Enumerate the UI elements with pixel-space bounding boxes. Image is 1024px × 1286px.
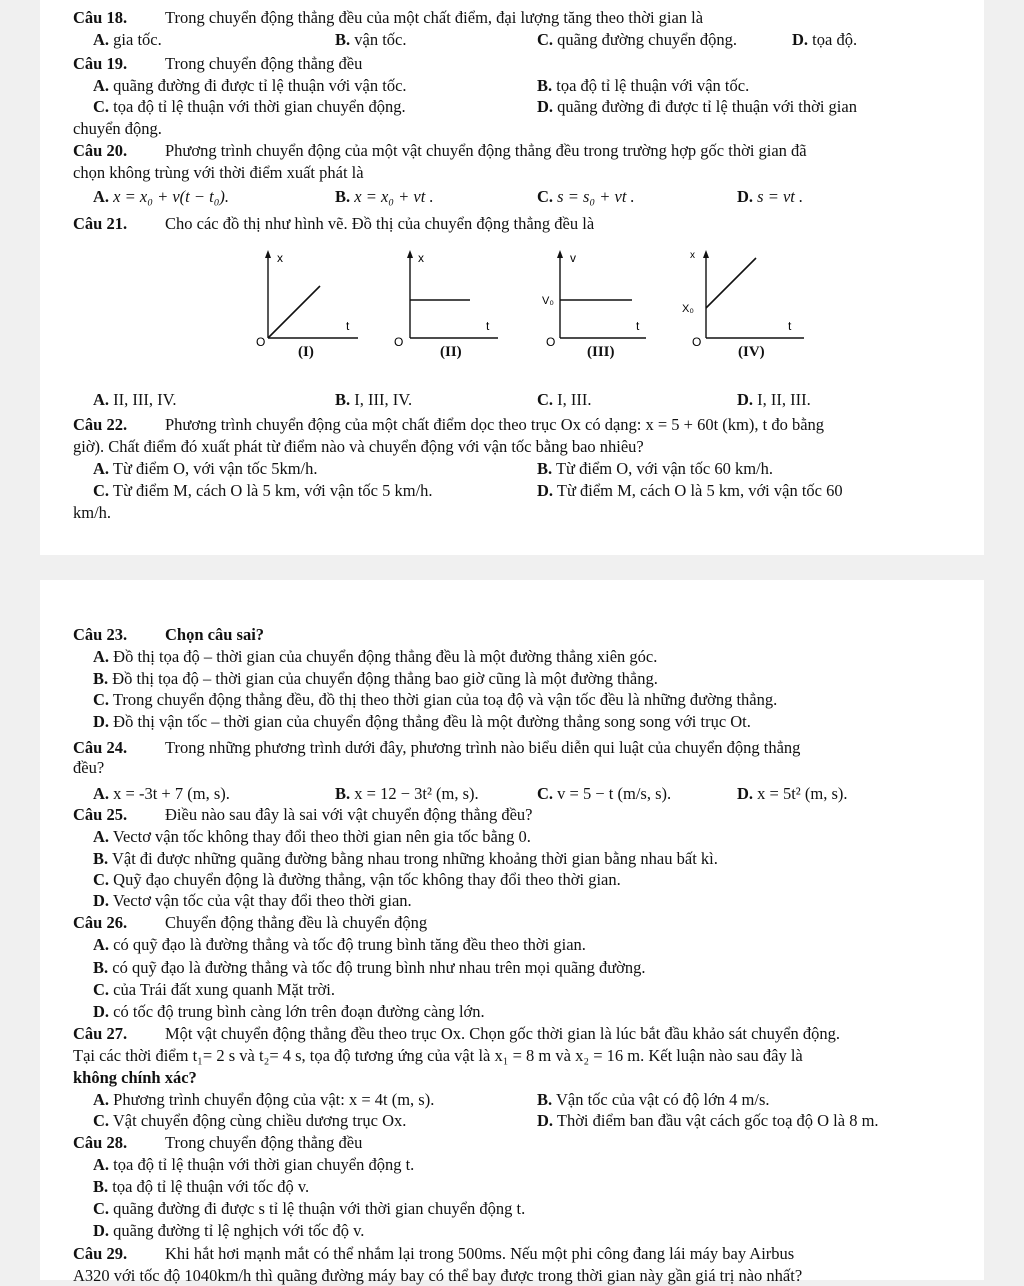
q23-number: Câu 23. (73, 625, 128, 644)
graph-4-x-label: t (788, 319, 792, 333)
q22-stem: Phương trình chuyển động của một chất điểm dọc theo trục Ox có dạng: x = 5 + 60t (km), t đo bằng (165, 415, 825, 434)
q20-stem-line (73, 141, 807, 161)
graph-4-line (706, 258, 756, 308)
q19-option-c[interactable]: C. tọa độ tỉ lệ thuận với thời gian chuyển động. (93, 97, 406, 116)
q25-stem: Điều nào sau đây là sai với vật chuyển động thẳng đều? (165, 805, 533, 824)
q22-option-c[interactable]: C. Từ điểm M, cách O là 5 km, với vận tốc 5 km/h. (93, 481, 433, 500)
q18-stem: Trong chuyển động thẳng đều của một chất điểm, đại lượng tăng theo thời gian là (165, 8, 704, 27)
q26-number: Câu 26. (73, 913, 128, 932)
q27-stem-line (73, 1024, 840, 1044)
graph-3 (532, 248, 648, 348)
q19-continuation: chuyển động. (73, 119, 162, 138)
q28-number: Câu 28. (73, 1133, 128, 1152)
q27-option-b[interactable]: B. Vận tốc của vật có độ lớn 4 m/s. (537, 1090, 770, 1109)
graph-4-y-label: x (690, 250, 695, 261)
graph-4-svg (676, 248, 806, 348)
graph-4-x0-label: X₀ (682, 303, 694, 315)
graph-1-line (268, 286, 320, 338)
q28-option-d[interactable]: D. quãng đường tỉ lệ nghịch với tốc độ v. (93, 1221, 365, 1240)
graph-1-label: (I) (298, 344, 314, 360)
graph-1 (250, 248, 360, 348)
q23-option-a[interactable]: A. Đồ thị tọa độ – thời gian của chuyển động thẳng đều là một đường thẳng xiên góc. (93, 647, 658, 666)
q25-number: Câu 25. (73, 805, 128, 824)
graph-2-svg (390, 248, 500, 348)
q27-option-a[interactable]: A. Phương trình chuyển động của vật: x = 4t (m, s). (93, 1090, 435, 1109)
q26-option-a[interactable]: A. có quỹ đạo là đường thẳng và tốc độ trung bình tăng đều theo thời gian. (93, 935, 586, 954)
q19-option-b[interactable]: B. tọa độ tỉ lệ thuận với vận tốc. (537, 76, 750, 95)
graph-3-y-label: v (570, 251, 576, 265)
q19-stem: Trong chuyển động thẳng đều (165, 54, 363, 73)
q23-stem: Chọn câu sai? (165, 625, 265, 644)
q24-option-d[interactable]: D. x = 5t² (m, s). (737, 784, 848, 803)
q25-stem-line (73, 805, 533, 825)
q18-option-d[interactable]: D. tọa độ. (792, 30, 858, 49)
q24-stem: Trong những phương trình dưới đây, phương trình nào biểu diễn qui luật của chuyển động thẳng (165, 738, 801, 757)
q25-option-d[interactable]: D. Vectơ vận tốc của vật thay đổi theo thời gian. (93, 891, 412, 910)
q27-stem-2: Tại các thời điểm t₁= 2 s và t₂= 4 s, tọa độ tương ứng của vật là x₁ = 8 m và x₂ = 16 m. Kết luận nào sau đây là (73, 1046, 803, 1065)
q24-stem-line (73, 738, 800, 758)
q25-option-a[interactable]: A. Vectơ vận tốc không thay đổi theo thời gian nên gia tốc bằng 0. (93, 827, 531, 846)
q18-option-b[interactable]: B. vận tốc. (335, 30, 407, 49)
q22-stem-2: giờ). Chất điểm đó xuất phát từ điểm nào và chuyển động với vận tốc bằng bao nhiêu? (73, 437, 644, 456)
q27-stem: Một vật chuyển động thẳng đều theo trục Ox. Chọn gốc thời gian là lúc bắt đầu khảo sát chuyển động. (165, 1024, 840, 1043)
q29-stem: Khi hắt hơi mạnh mắt có thể nhắm lại trong 500ms. Nếu một phi công đang lái máy bay Airbus (165, 1244, 795, 1263)
q22-continuation: km/h. (73, 503, 112, 522)
graph-1-svg (250, 248, 360, 348)
graph-2-origin: O (394, 335, 404, 348)
q25-option-b[interactable]: B. Vật đi được những quãng đường bằng nhau trong những khoảng thời gian bằng nhau bất kì. (93, 849, 718, 868)
q26-stem: Chuyển động thẳng đều là chuyển động (165, 913, 428, 932)
q23-option-b[interactable]: B. Đồ thị tọa độ – thời gian của chuyển động thẳng bao giờ cũng là một đường thẳng. (93, 669, 658, 688)
q21-option-c[interactable]: C. I, III. (537, 390, 592, 409)
graph-1-origin: O (256, 335, 266, 348)
q27-option-d[interactable]: D. Thời điểm ban đầu vật cách gốc toạ độ O là 8 m. (537, 1111, 879, 1130)
q22-option-a[interactable]: A. Từ điểm O, với vận tốc 5km/h. (93, 459, 318, 478)
q28-option-c[interactable]: C. quãng đường đi được s tỉ lệ thuận với thời gian chuyển động t. (93, 1199, 526, 1218)
graph-2-label: (II) (440, 344, 462, 360)
q21-option-a[interactable]: A. II, III, IV. (93, 390, 177, 409)
graph-4-origin: O (692, 335, 702, 348)
q24-option-b[interactable]: B. x = 12 − 3t² (m, s). (335, 784, 479, 803)
q24-number: Câu 24. (73, 738, 128, 757)
q23-option-c[interactable]: C. Trong chuyển động thẳng đều, đồ thị theo thời gian của toạ độ và vận tốc đều là những đường thẳng. (93, 690, 778, 709)
q28-option-a[interactable]: A. tọa độ tỉ lệ thuận với thời gian chuyển động t. (93, 1155, 415, 1174)
q19-number: Câu 19. (73, 54, 128, 73)
graph-1-y-arrow (265, 250, 271, 258)
graph-2-y-arrow (407, 250, 413, 258)
q19-option-a[interactable]: A. quãng đường đi được tỉ lệ thuận với vận tốc. (93, 76, 407, 95)
q19-option-d[interactable]: D. quãng đường đi được tỉ lệ thuận với thời gian (537, 97, 857, 116)
q26-stem-line (73, 913, 427, 933)
q20-stem-2: chọn không trùng với thời điểm xuất phát là (73, 163, 364, 182)
q28-stem-line (73, 1133, 362, 1153)
q18-option-c[interactable]: C. quãng đường chuyển động. (537, 30, 738, 49)
graph-3-origin: O (546, 335, 556, 348)
q21-number: Câu 21. (73, 214, 128, 233)
q28-stem: Trong chuyển động thẳng đều (165, 1133, 363, 1152)
q20-option-b[interactable]: B. x = x₀ + vt . (335, 187, 434, 206)
graph-4 (676, 248, 806, 348)
graph-3-svg (532, 248, 648, 348)
q28-option-b[interactable]: B. tọa độ tỉ lệ thuận với tốc độ v. (93, 1177, 310, 1196)
graph-3-v0-label: V₀ (542, 295, 554, 307)
q21-option-d[interactable]: D. I, II, III. (737, 390, 811, 409)
q22-number: Câu 22. (73, 415, 128, 434)
graph-1-y-label: x (277, 251, 283, 265)
q29-stem-2: A320 với tốc độ 1040km/h thì quãng đường máy bay có thể bay được trong thời gian này gần giá trị nào nhất? (73, 1266, 803, 1285)
q25-option-c[interactable]: C. Quỹ đạo chuyển động là đường thẳng, vận tốc không thay đổi theo thời gian. (93, 870, 621, 889)
q18-stem-line (73, 8, 703, 28)
q26-option-d[interactable]: D. có tốc độ trung bình càng lớn trên đoạn đường càng lớn. (93, 1002, 485, 1021)
graph-3-x-label: t (636, 319, 640, 333)
q18-option-a[interactable]: A. gia tốc. (93, 30, 162, 49)
graph-3-label: (III) (587, 344, 615, 360)
q18-number: Câu 18. (73, 8, 128, 27)
q20-number: Câu 20. (73, 141, 128, 160)
q27-option-c[interactable]: C. Vật chuyển động cùng chiều dương trục Ox. (93, 1111, 407, 1130)
q22-option-d[interactable]: D. Từ điểm M, cách O là 5 km, với vận tốc 60 (537, 481, 843, 500)
q27-number: Câu 27. (73, 1024, 128, 1043)
graph-4-label: (IV) (738, 344, 765, 360)
q20-option-a[interactable]: A. x = x₀ + v(t − t₀). (93, 187, 230, 206)
graph-2-x-label: t (486, 319, 490, 333)
q22-stem-line (73, 415, 824, 435)
q21-option-b[interactable]: B. I, III, IV. (335, 390, 413, 409)
page-2 (40, 580, 984, 1285)
q22-option-b[interactable]: B. Từ điểm O, với vận tốc 60 km/h. (537, 459, 773, 478)
q24-stem-2: đều? (73, 758, 105, 777)
q21-stem: Cho các đồ thị như hình vẽ. Đồ thị của chuyển động thẳng đều là (165, 214, 595, 233)
q27-stem-3: không chính xác? (73, 1068, 197, 1087)
graph-2-y-label: x (418, 251, 424, 265)
graph-4-y-arrow (703, 250, 709, 258)
q29-number: Câu 29. (73, 1244, 128, 1263)
q19-stem-line (73, 54, 362, 74)
graph-3-y-arrow (557, 250, 563, 258)
q29-stem-line (73, 1244, 794, 1264)
q24-option-a[interactable]: A. x = -3t + 7 (m, s). (93, 784, 230, 803)
q26-option-b[interactable]: B. có quỹ đạo là đường thẳng và tốc độ trung bình như nhau trên mọi quãng đường. (93, 958, 646, 977)
q23-option-d[interactable]: D. Đồ thị vận tốc – thời gian của chuyển động thẳng đều là một đường thẳng song song với trục Ot. (93, 712, 751, 731)
q23-stem-line (73, 625, 264, 645)
q20-option-d[interactable]: D. s = vt . (737, 187, 804, 206)
q20-option-c[interactable]: C. s = s₀ + vt . (537, 187, 635, 206)
graph-1-x-label: t (346, 319, 350, 333)
q24-option-c[interactable]: C. v = 5 − t (m/s, s). (537, 784, 672, 803)
page-1 (40, 0, 984, 555)
q26-option-c[interactable]: C. của Trái đất xung quanh Mặt trời. (93, 980, 335, 999)
q21-stem-line (73, 214, 594, 234)
graph-2 (390, 248, 500, 348)
q20-stem: Phương trình chuyển động của một vật chuyển động thẳng đều trong trường hợp gốc thời gian đã (165, 141, 807, 160)
